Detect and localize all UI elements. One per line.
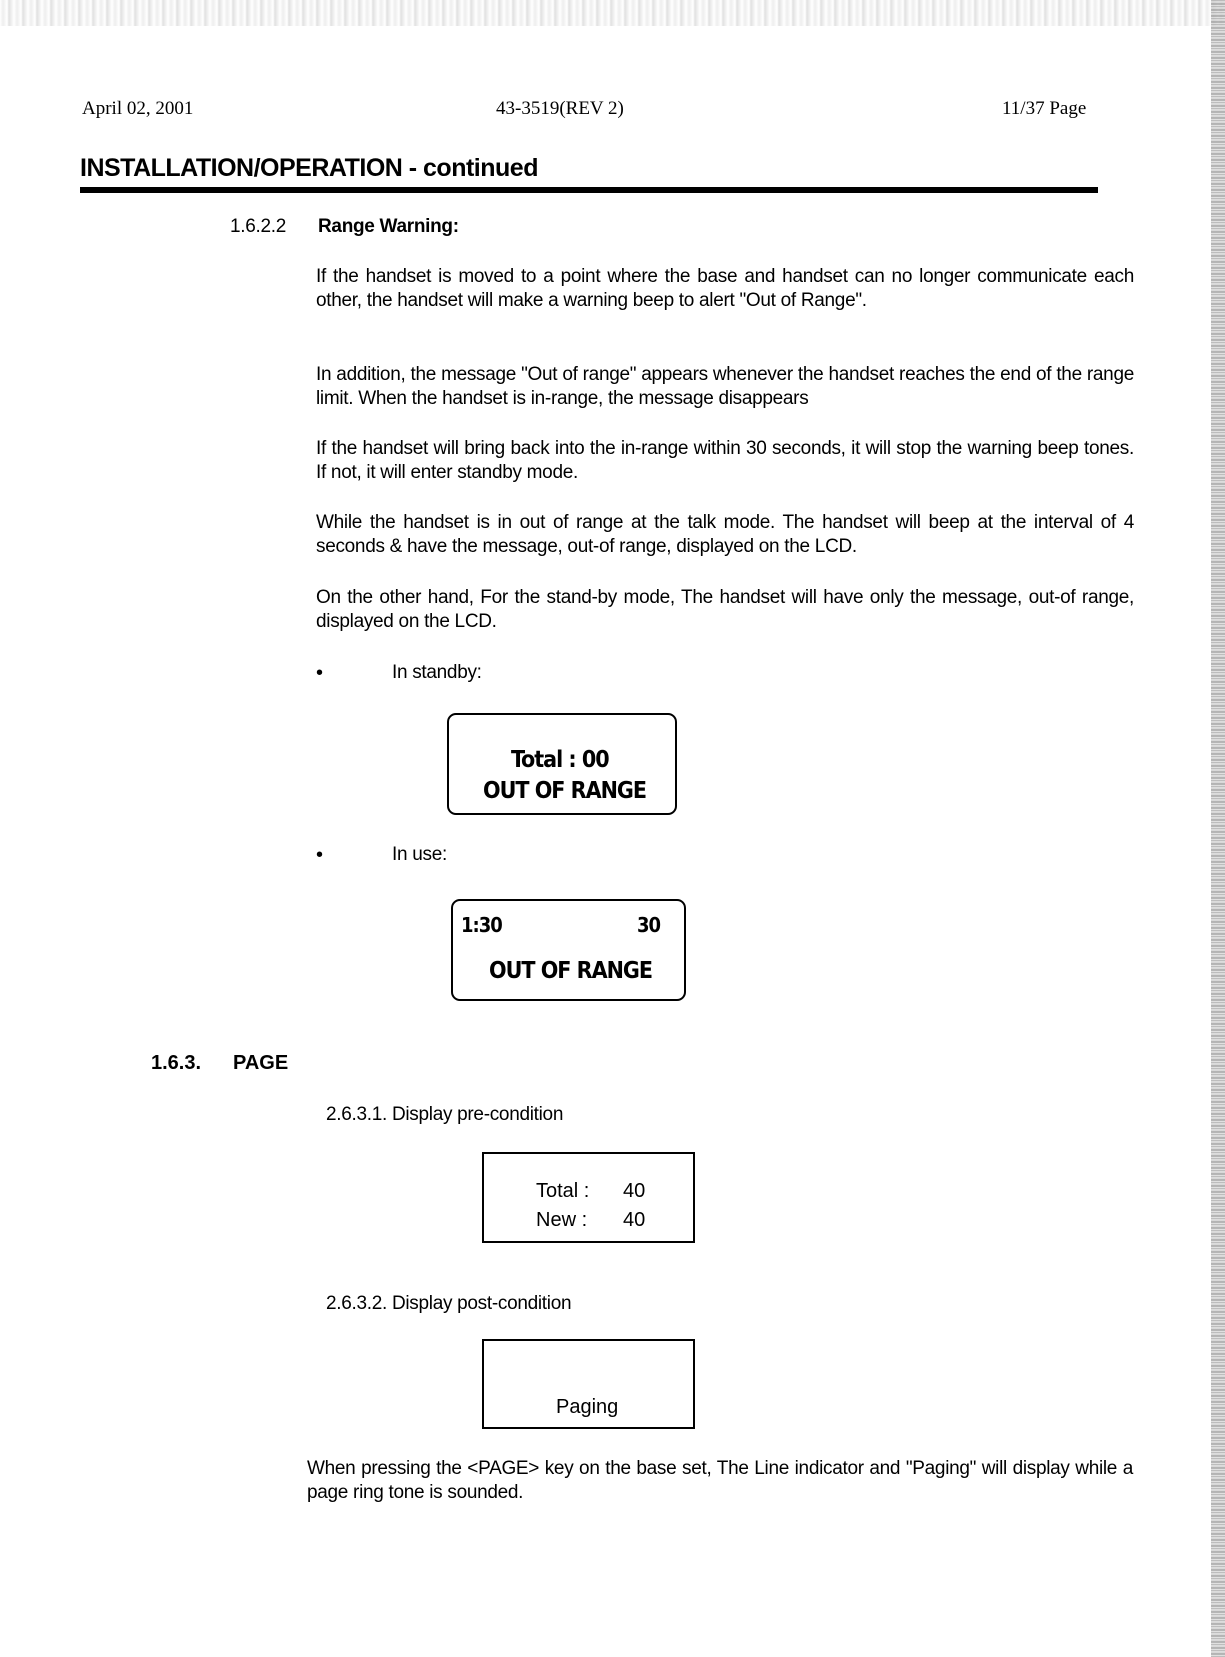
scan-noise-top bbox=[0, 0, 1225, 26]
page-section-number: 1.6.3. bbox=[151, 1052, 202, 1074]
lcd-in-use-out-of-range: OUT OF RANGE bbox=[489, 958, 653, 984]
page-description: When pressing the <PAGE> key on the base set, The Line indicator and "Paging" will display while a page ring tone is sounded. bbox=[307, 1458, 1133, 1503]
pre-condition-total-value: 40 bbox=[623, 1180, 646, 1202]
range-warning-paragraph-4: While the handset is in out of range at the talk mode. The handset will beep at the interval of 4 seconds & have the message, out-of range, displayed on the LCD. bbox=[316, 512, 1134, 557]
range-warning-paragraph-5: On the other hand, For the stand-by mode, The handset will have only the message, out-of range, displayed on the LCD. bbox=[316, 587, 1134, 632]
lcd-standby-total: Total : 00 bbox=[511, 747, 609, 773]
range-warning-number: 1.6.2.2 bbox=[230, 216, 287, 237]
lcd-in-use-seconds: 30 bbox=[637, 913, 661, 937]
range-warning-paragraph-1: If the handset is moved to a point where the base and handset can no longer communicate each other, the handset will make a warning beep to alert "Out of Range". bbox=[316, 266, 1134, 311]
header-date: April 02, 2001 bbox=[82, 98, 194, 119]
scan-edge-right bbox=[1211, 0, 1225, 1657]
pre-condition-new-value: 40 bbox=[623, 1209, 646, 1231]
bullet-in-use: • bbox=[316, 844, 324, 866]
post-condition-display bbox=[482, 1339, 695, 1429]
range-warning-heading: Range Warning: bbox=[318, 216, 459, 237]
lcd-standby-out-of-range: OUT OF RANGE bbox=[483, 778, 647, 804]
pre-condition-new-label: New : bbox=[536, 1209, 588, 1231]
standby-label: In standby: bbox=[392, 662, 482, 683]
header-page-number: 11/37 Page bbox=[1002, 98, 1087, 119]
lcd-standby-display bbox=[447, 713, 677, 815]
in-use-label: In use: bbox=[392, 844, 447, 865]
header-doc-number: 43-3519(REV 2) bbox=[496, 98, 624, 119]
range-warning-paragraph-3: If the handset will bring back into the in-range within 30 seconds, it will stop the warning beep tones. If not, it will enter standby mode. bbox=[316, 438, 1134, 483]
bullet-standby: • bbox=[316, 662, 324, 684]
lcd-in-use-time: 1:30 bbox=[461, 913, 502, 937]
page-section-heading: PAGE bbox=[233, 1052, 289, 1074]
section-title: INSTALLATION/OPERATION - continued bbox=[80, 154, 1098, 193]
post-condition-label: 2.6.3.2. Display post-condition bbox=[326, 1293, 572, 1314]
pre-condition-display bbox=[482, 1152, 695, 1243]
post-condition-paging: Paging bbox=[556, 1396, 619, 1418]
lcd-in-use-display bbox=[451, 899, 686, 1001]
range-warning-paragraph-2: In addition, the message "Out of range" appears whenever the handset reaches the end of the range limit. When the handset is in-range, the message disappears bbox=[316, 364, 1134, 409]
pre-condition-total-label: Total : bbox=[536, 1180, 590, 1202]
pre-condition-label: 2.6.3.1. Display pre-condition bbox=[326, 1104, 564, 1125]
